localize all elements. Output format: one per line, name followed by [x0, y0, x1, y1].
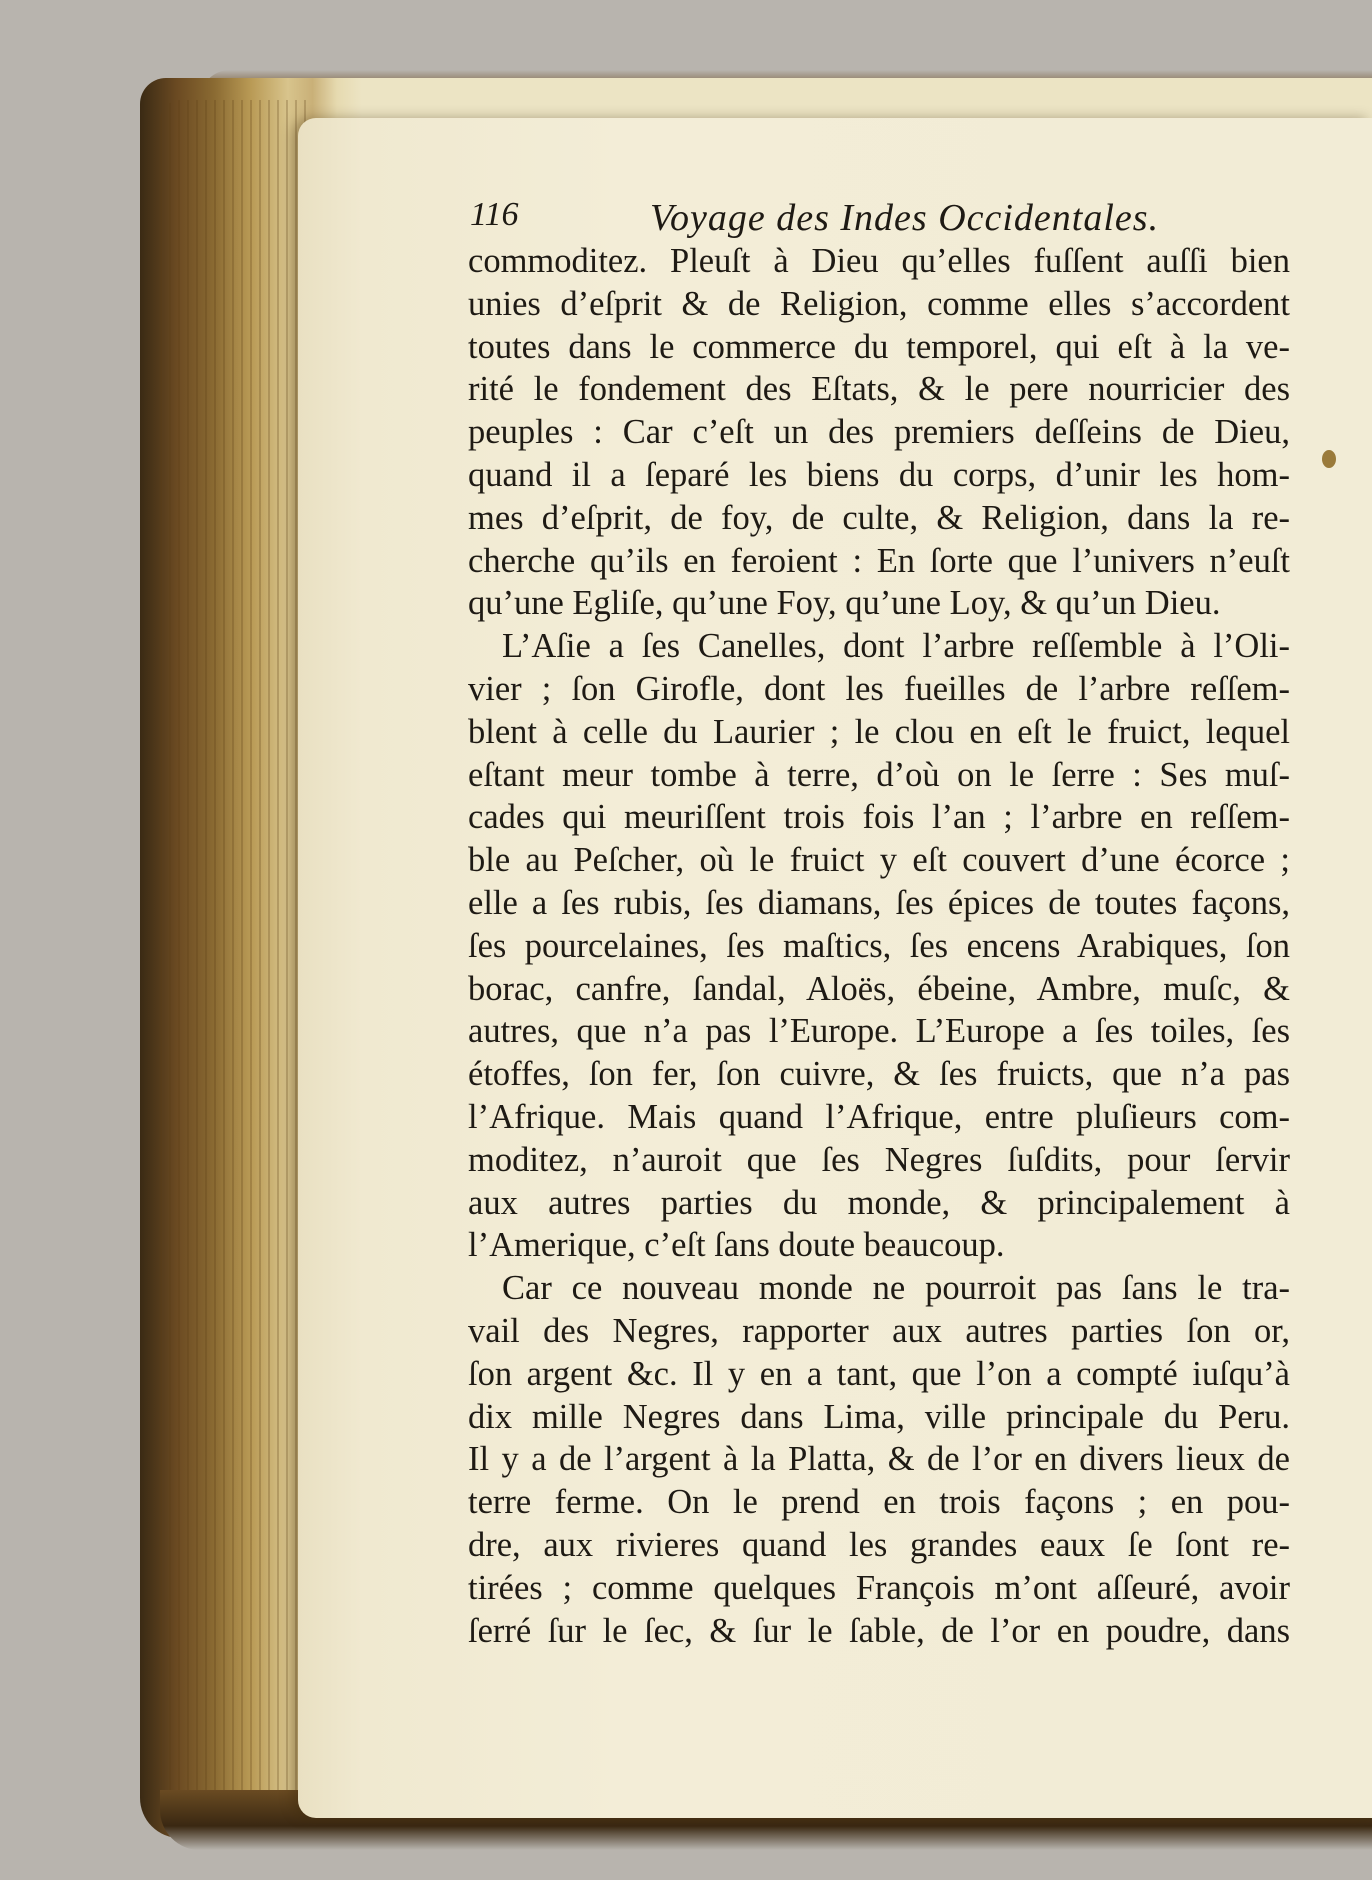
text-line: blent à celle du Laurier ; le clou en eſt le fruict, lequel [468, 712, 1290, 751]
text-line: terre ferme. On le prend en trois façons ; en pou- [468, 1483, 1290, 1522]
text-line: dre, aux rivieres quand les grandes eaux ſe ſont re- [468, 1525, 1290, 1564]
text-line: Car ce nouveau monde ne pourroit pas ſans le tra- [502, 1269, 1290, 1308]
text-line: l’Amerique, c’eſt ſans doute beaucoup. [468, 1226, 1005, 1265]
running-head-title: Voyage des Indes Occidentales. [650, 197, 1160, 239]
text-line: ſerré ſur le ſec, & ſur le ſable, de l’or en poudre, dans [468, 1611, 1290, 1650]
text-line: unies d’eſprit & de Religion, comme elles s’accordent [468, 284, 1290, 323]
text-line: eſtant meur tombe à terre, d’où on le ſerre : Ses muſ- [468, 755, 1290, 794]
page-number: 116 [470, 196, 519, 233]
page-stack-edge [160, 100, 310, 1800]
text-line: mes d’eſprit, de foy, de culte, & Religion, dans la re- [468, 498, 1290, 537]
running-head [470, 196, 1290, 246]
text-line: ble au Peſcher, où le fruict y eſt couvert d’une écorce ; [468, 841, 1290, 880]
text-line: commoditez. Pleuſt à Dieu qu’elles fuſſent auſſi bien [468, 242, 1290, 280]
text-line: peuples : Car c’eſt un des premiers deſſeins de Dieu, [468, 413, 1290, 452]
text-line: quand il a ſeparé les biens du corps, d’unir les hom- [468, 455, 1290, 494]
text-line: tirées ; comme quelques François m’ont aſſeuré, avoir [468, 1568, 1290, 1607]
text-line: borac, canfre, ſandal, Aloës, ébeine, Ambre, muſc, & [468, 969, 1290, 1008]
text-line: vier ; ſon Girofle, dont les fueilles de l’arbre reſſem- [468, 669, 1290, 708]
text-line: vail des Negres, rapporter aux autres parties ſon or, [468, 1311, 1290, 1350]
text-line: cades qui meuriſſent trois fois l’an ; l’arbre en reſſem- [468, 798, 1290, 837]
text-line: Il y a de l’argent à la Platta, & de l’or en divers lieux de [468, 1440, 1290, 1479]
text-line: toutes dans le commerce du temporel, qui eſt à la ve- [468, 327, 1290, 366]
text-line: aux autres parties du monde, & principalement à [468, 1183, 1290, 1222]
text-line: qu’une Egliſe, qu’une Foy, qu’une Loy, & qu’un Dieu. [468, 584, 1221, 623]
text-line: cherche qu’ils en feroient : En ſorte que l’univers n’euſt [468, 541, 1290, 580]
text-line: l’Afrique. Mais quand l’Afrique, entre pluſieurs com- [468, 1097, 1290, 1136]
text-line: L’Aſie a ſes Canelles, dont l’arbre reſſemble à l’Oli- [502, 627, 1290, 666]
text-line: ſon argent &c. Il y en a tant, que l’on a compté iuſqu’à [468, 1354, 1290, 1393]
text-line: dix mille Negres dans Lima, ville principale du Peru. [468, 1397, 1290, 1436]
text-line: moditez, n’auroit que ſes Negres ſuſdits, pour ſervir [468, 1140, 1290, 1179]
text-line: autres, que n’a pas l’Europe. L’Europe a ſes toiles, ſes [468, 1012, 1290, 1051]
text-line: rité le fondement des Eſtats, & le pere nourricier des [468, 370, 1290, 409]
paper-stain [1322, 450, 1336, 468]
text-line: étoffes, ſon fer, ſon cuivre, & ſes fruicts, que n’a pas [468, 1055, 1290, 1094]
body-text [468, 240, 1290, 1652]
text-line: elle a ſes rubis, ſes diamans, ſes épices de toutes façons, [468, 883, 1290, 922]
text-line: ſes pourcelaines, ſes maſtics, ſes encens Arabiques, ſon [468, 926, 1290, 965]
